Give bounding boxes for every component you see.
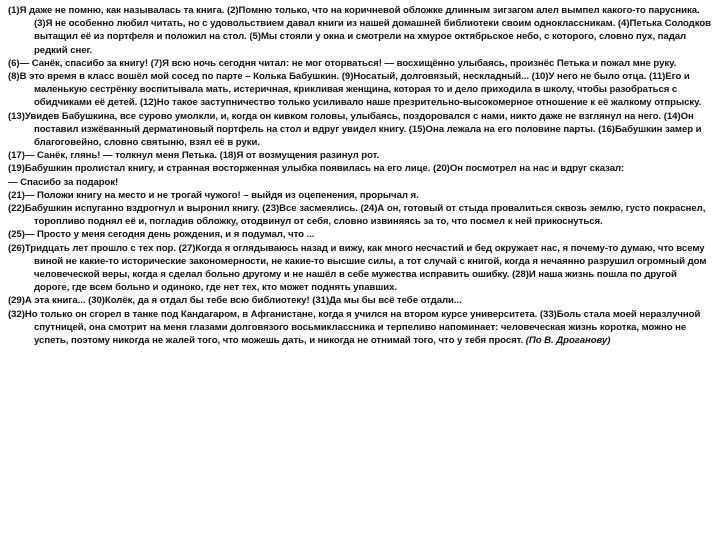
- paragraph-10: (25)— Просто у меня сегодня день рождения, и я подумал, что ...: [8, 229, 315, 241]
- paragraph-9: (22)Бабушкин испуганно вздрогнул и выронил книгу. (23)Все засмеялись. (24)А он, готовый от стыда провалиться сквозь землю, густо покраснел, торопливо поднял её и, погладив обложку, отодвинул от себя, словно извиняясь за то, что посмел к ней прикоснуться.: [8, 203, 706, 228]
- paragraph-13: [8, 308, 712, 348]
- paragraph-8: (21)— Положи книгу на место и не трогай чужого! – выйдя из оцепенения, прорычал я.: [8, 189, 419, 201]
- attribution: (По В. Дроганову): [525, 335, 611, 347]
- paragraph-4: (13)Увидев Бабушкина, все сурово умолкли, и, когда он кивком головы, улыбаясь, поздоровался с нами, никто даже не взглянул на него. (14)Он поставил изжёванный дерматиновый портфель на стол и вдруг увидел книгу. (15)Она лежала на его половине парты. (16)Бабушкин замер и благоговейно, словно святыню, взял её в руки.: [8, 110, 702, 149]
- paragraph-2: (6)— Санёк, спасибо за книгу! (7)Я всю ночь сегодня читал: не мог оторваться! — восхищённо улыбаясь, произнёс Петька и пожал мне руку.: [8, 57, 677, 69]
- paragraph-3: (8)В это время в класс вошёл мой сосед по парте – Колька Бабушкин. (9)Носатый, долговязый, нескладный... (10)У него не было отца. (11)Его и маленькую сестрёнку воспитывала мать, истеричная, крикливая женщина, которая то и дело приходила в школу, чтобы разобраться с обидчиками её детей. (12)Но такое заступничество только усиливало наше презрительно-высокомерное отношение к её жалкому отпрыску.: [8, 71, 702, 109]
- paragraph-11: (26)Тридцать лет прошло с тех пор. (27)Когда я оглядываюсь назад и вижу, как много несчастий и бед окружает нас, я почему-то думаю, что всему виной не какие-то исторические закономерности, не какие-то высшие силы, а тот случай с книгой, когда я нечаянно разрушил огромный дом человеческой веры, когда я сделал больно другому и не нашёл в себе мужества исправить ошибку. (28)И наша жизнь пошла по другой дороге, где всем больно и одиноко, где нет тех, кто может поднять упавших.: [8, 242, 707, 294]
- paragraph-5: (17)— Санёк, глянь! — толкнул меня Петька. (18)Я от возмущения разинул рот.: [8, 150, 380, 162]
- paragraph-6: (19)Бабушкин пролистал книгу, и странная восторженная улыбка появилась на его лице. (20)Он посмотрел на нас и вдруг сказал:: [8, 163, 625, 175]
- paragraph-13-text: (32)Но только он сгорел в танке под Кандагаром, в Афганистане, когда я учился на втором курсе университета. (33)Боль стала моей неразлучной спутницей, она смотрит на меня глазами долговязого восьмиклассника и терпеливо напоминает: человеческая жизнь коротка, можно не успеть, поэтому никогда не жалей того, что можешь дать, и никогда не отнимай того, что у тебя просят.: [8, 308, 701, 347]
- paragraph-12: (29)А эта книга... (30)Колёк, да я отдал бы тебе всю библиотеку! (31)Да мы бы всё тебе отдали...: [8, 295, 462, 307]
- paragraph-1: (1)Я даже не помню, как называлась та книга. (2)Помню только, что на коричневой обложке длинным зигзагом алел вымпел какого-то парусника. (3)Я не особенно любил читать, но с удовольствием давал книги из нашей домашней библиотеки своим одноклассникам. (4)Петька Солодков вытащил её из портфеля и положил на стол. (5)Мы стояли у окна и смотрели на хмурое октябрьское небо, с которого, словно пух, падал редкий снег.: [8, 5, 711, 56]
- paragraph-7: — Спасибо за подарок!: [8, 176, 119, 188]
